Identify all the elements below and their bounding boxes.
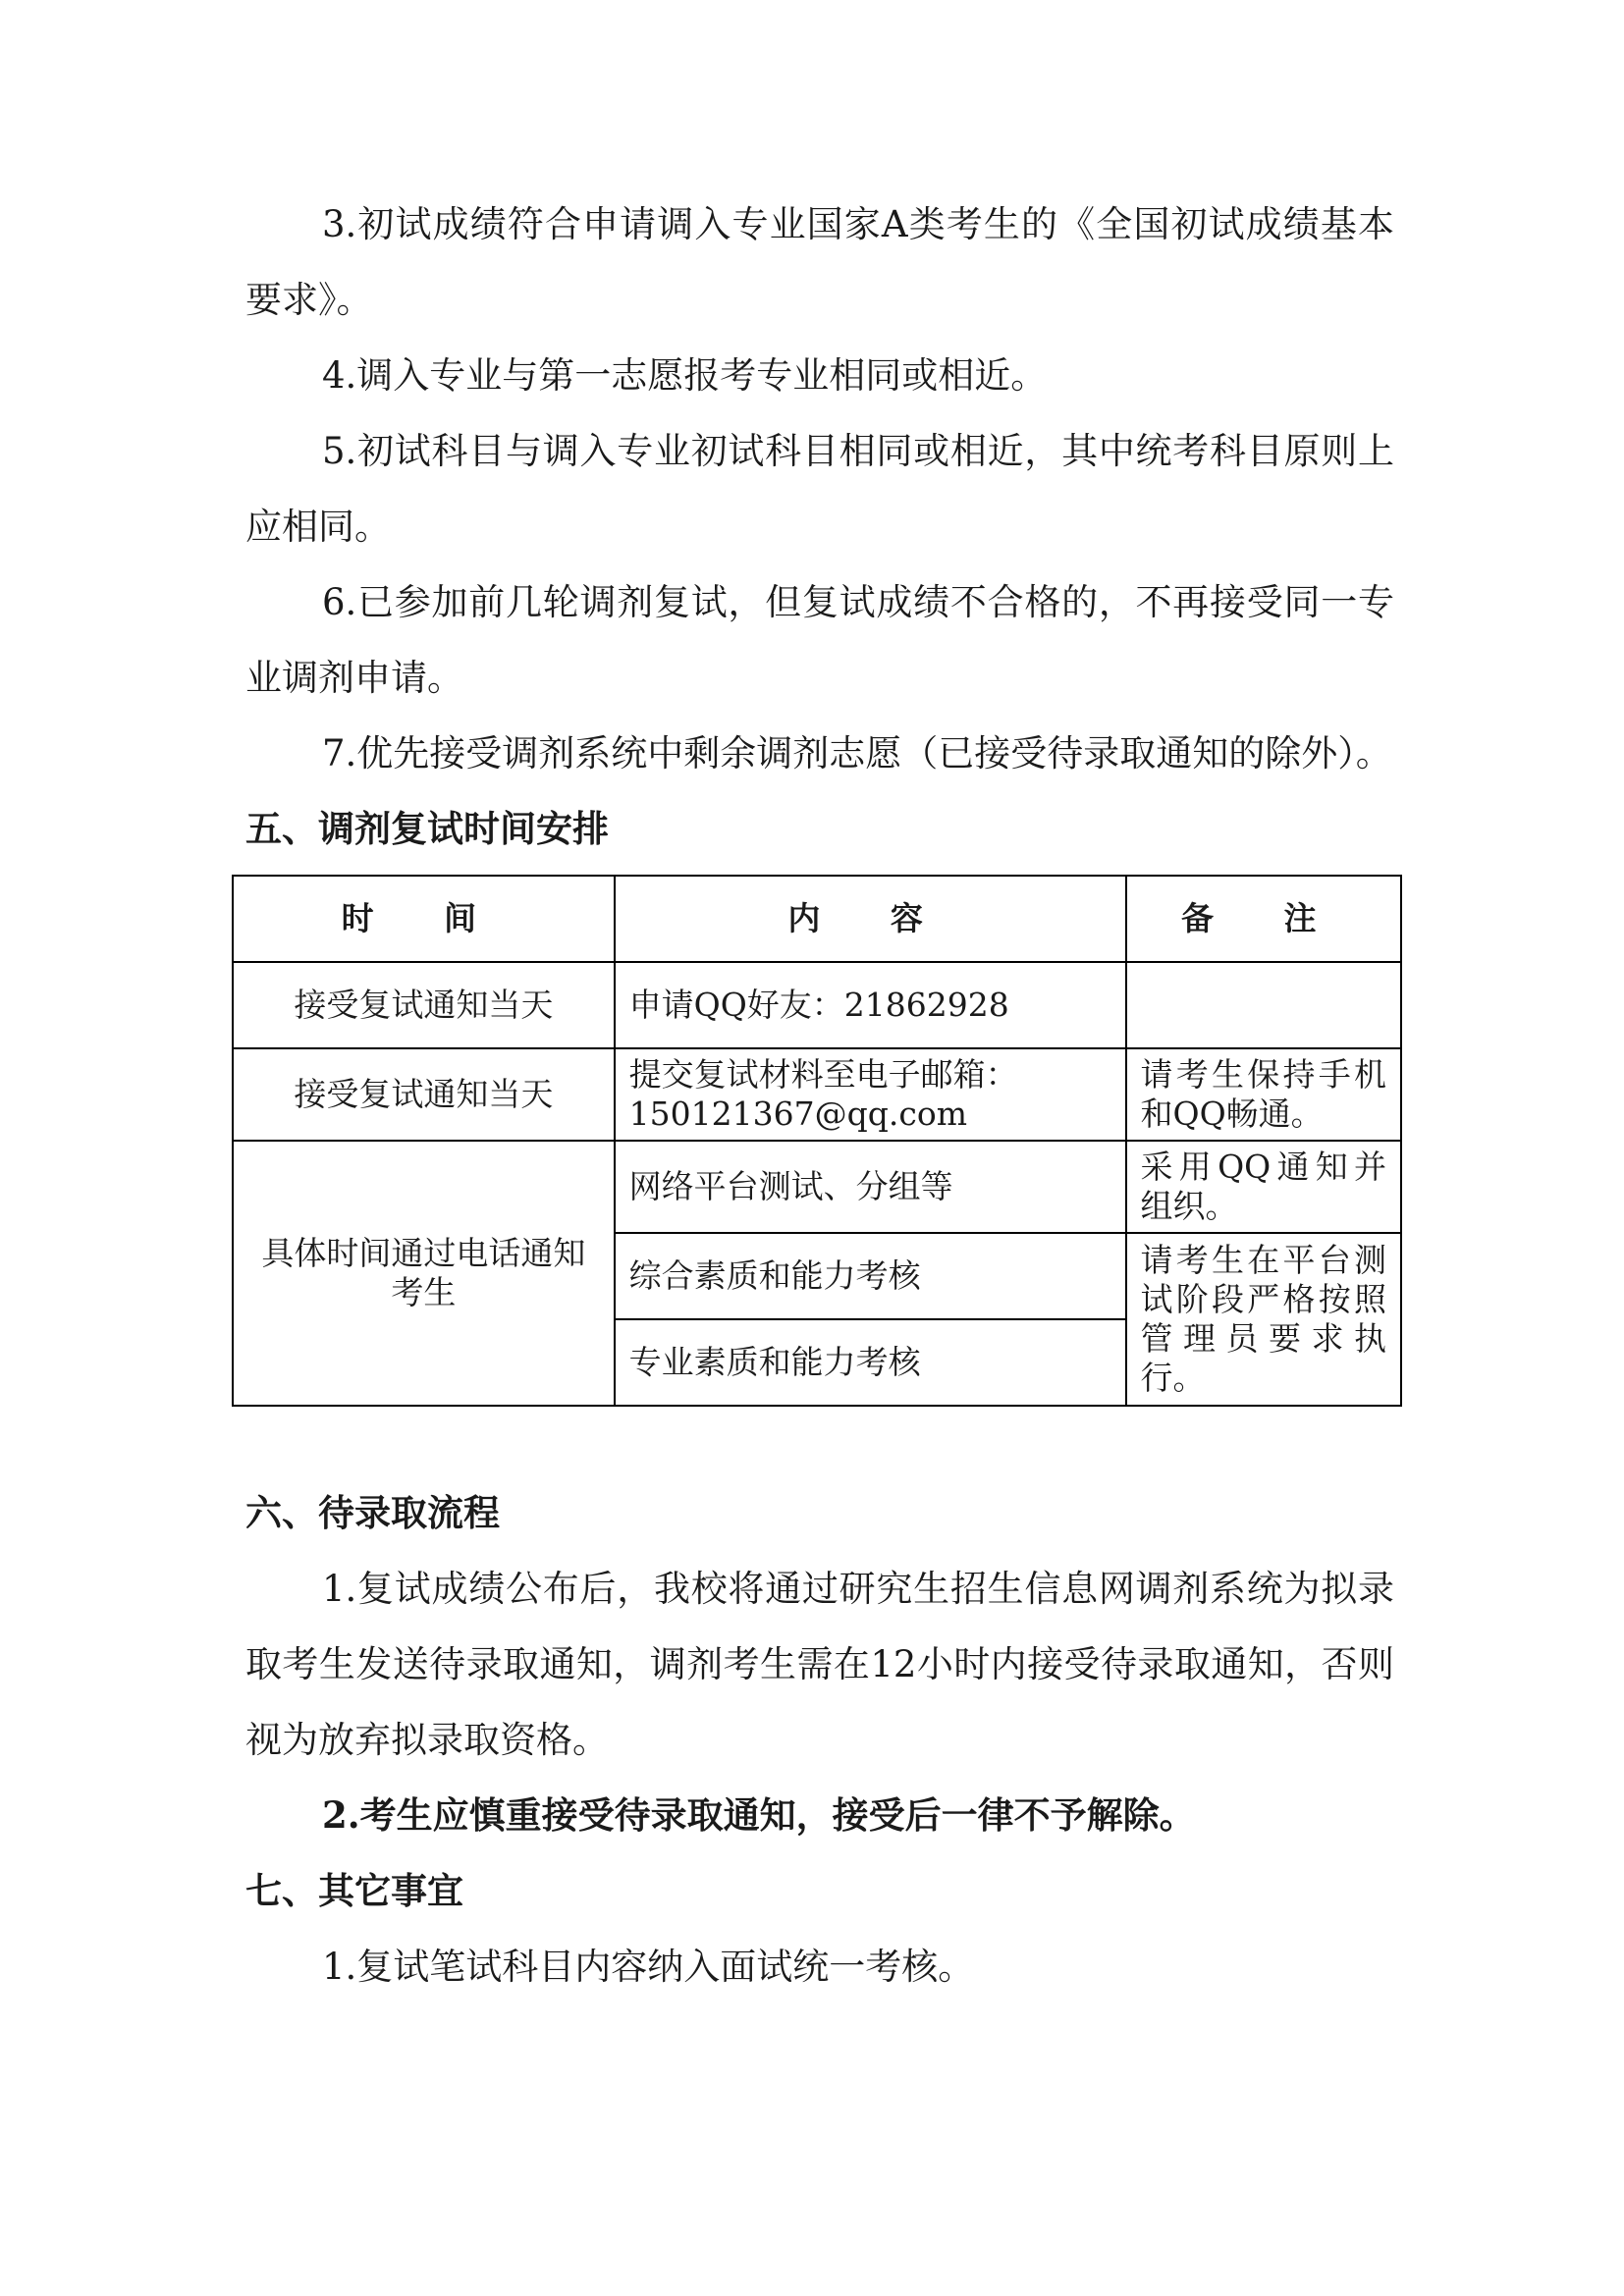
- requirement-5: 5.初试科目与调入专业初试科目相同或相近，其中统考科目原则上应相同。: [245, 430, 1394, 548]
- section-6-paragraph-1: 1.复试成绩公布后，我校将通过研究生招生信息网调剂系统为拟录取考生发送待录取通知，调剂考生需在12小时内接受待录取通知，否则视为放弃拟录取资格。: [245, 1568, 1394, 1761]
- requirement-3: 3.初试成绩符合申请调入专业国家A类考生的《全国初试成绩基本要求》。: [245, 203, 1394, 321]
- row-2-time: 接受复试通知当天: [233, 1048, 615, 1141]
- table-header-row: [233, 876, 1401, 962]
- row-1-note: [1126, 962, 1401, 1048]
- requirement-4: 4.调入专业与第一志愿报考专业相同或相近。: [322, 354, 1048, 397]
- header-content: 内 容: [615, 876, 1126, 962]
- document-page: [245, 187, 1394, 2004]
- row-2-note: 请考生保持手机和QQ畅通。: [1126, 1048, 1401, 1141]
- row-3-note: 采用QQ通知并组织。: [1126, 1141, 1401, 1233]
- header-note: 备 注: [1126, 876, 1401, 962]
- table-row: [233, 962, 1401, 1048]
- schedule-table: [232, 875, 1402, 1407]
- section-6-heading: 六、待录取流程: [245, 1491, 500, 1534]
- requirement-7: 7.优先接受调剂系统中剩余调剂志愿（已接受待录取通知的除外）。: [322, 732, 1392, 774]
- requirement-6: 6.已参加前几轮调剂复试，但复试成绩不合格的，不再接受同一专业调剂申请。: [245, 581, 1394, 699]
- row-1-content: 申请QQ好友：21862928: [615, 962, 1126, 1048]
- section-6-paragraph-2: 2.考生应慎重接受待录取通知，接受后一律不予解除。: [322, 1793, 1196, 1837]
- row-3-content: 网络平台测试、分组等: [615, 1141, 1126, 1233]
- table-row: [233, 1141, 1401, 1233]
- section-7-heading: 七、其它事宜: [245, 1869, 463, 1912]
- header-time: 时 间: [233, 876, 615, 962]
- row-5-content: 专业素质和能力考核: [615, 1319, 1126, 1406]
- section-5-heading: 五、调剂复试时间安排: [245, 807, 609, 850]
- row-3-time: 具体时间通过电话通知考生: [233, 1141, 615, 1406]
- table-row: [233, 1048, 1401, 1141]
- row-1-time: 接受复试通知当天: [233, 962, 615, 1048]
- section-7-paragraph-1: 1.复试笔试科目内容纳入面试统一考核。: [322, 1946, 975, 1988]
- row-2-content: 提交复试材料至电子邮箱：150121367@qq.com: [615, 1048, 1126, 1141]
- row-4-content: 综合素质和能力考核: [615, 1233, 1126, 1319]
- row-4-note: 请考生在平台测试阶段严格按照管理员要求执行。: [1126, 1233, 1401, 1406]
